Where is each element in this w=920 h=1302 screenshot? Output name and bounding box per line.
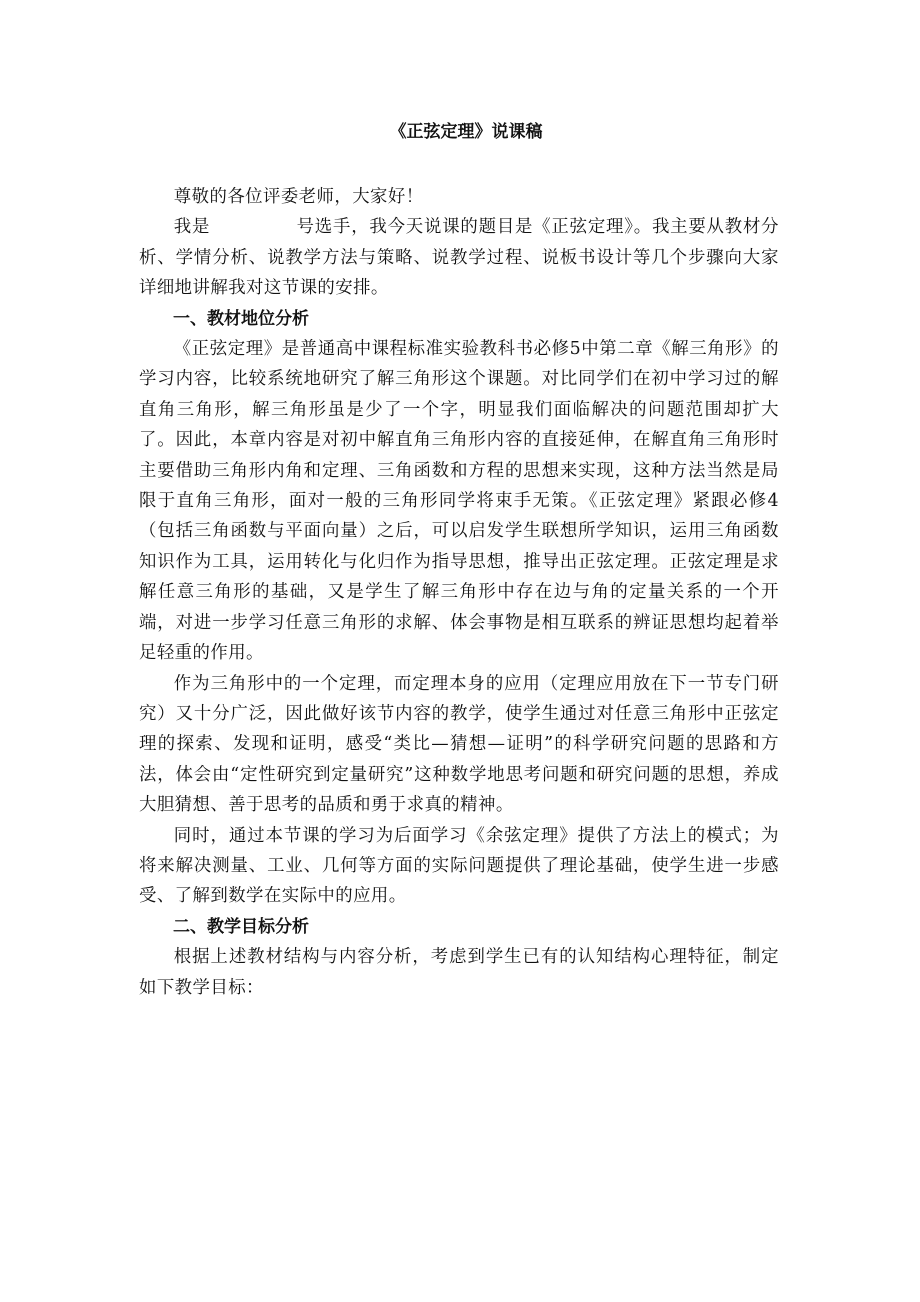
- intro-text-after-blank: 号选手，我今天说课的题目是《正弦定理》。我主要从教材分析、学情分析、说教学方法与策略、说教学过程、说板书设计等几个步骤向大家详细地讲解我对这节课的安排。: [139, 217, 780, 299]
- section-1-paragraph-3: 同时，通过本节课的学习为后面学习《余弦定理》提供了方法上的模式；为将来解决测量、工业、几何等方面的实际问题提供了理论基础，使学生进一步感受、了解到数学在实际中的应用。: [139, 825, 779, 907]
- intro-paragraph: [139, 212, 779, 303]
- document-page: [139, 118, 779, 1003]
- section-2-paragraph-1: 根据上述教材结构与内容分析，考虑到学生已有的认知结构心理特征，制定如下教学目标：: [139, 947, 779, 998]
- document-title: 《正弦定理》说课稿: [389, 122, 543, 142]
- section-1-paragraph-2: 作为三角形中的一个定理，而定理本身的应用（定理应用放在下一节专门研究）又十分广泛，因此做好该节内容的教学，使学生通过对任意三角形中正弦定理的探索、发现和证明，感受“类比—猜想—证明”的科学研究问题的思路和方法，体会由“定性研究到定量研究”这种数学地思考问题和研究问题的思想，养成大胆猜想、善于思考的品质和勇于求真的精神。: [139, 673, 779, 816]
- intro-text-before-blank: 我是: [173, 217, 211, 238]
- section-1-heading: 一、教材地位分析: [173, 308, 309, 329]
- section-1-paragraph-1: 《正弦定理》是普通高中课程标准实验教科书必修5中第二章《解三角形》的学习内容，比较系统地研究了解三角形这个课题。对比同学们在初中学习过的解直角三角形，解三角形虽是少了一个字，明显我们面临解决的问题范围却扩大了。因此，本章内容是对初中解直角三角形内容的直接延伸，在解直角三角形时主要借助三角形内角和定理、三角函数和方程的思想来实现，这种方法当然是局限于直角三角形，面对一般的三角形同学将束手无策。《正弦定理》紧跟必修4（包括三角函数与平面向量）之后，可以启发学生联想所学知识，运用三角函数知识作为工具，运用转化与化归作为指导思想，推导出正弦定理。正弦定理是求解任意三角形的基础，又是学生了解三角形中存在边与角的定量关系的一个开端，对进一步学习任意三角形的求解、体会事物是相互联系的辨证思想均起着举足轻重的作用。: [139, 339, 779, 664]
- section-2-heading: 二、教学目标分析: [173, 916, 309, 937]
- greeting-paragraph: 尊敬的各位评委老师，大家好！: [173, 187, 424, 207]
